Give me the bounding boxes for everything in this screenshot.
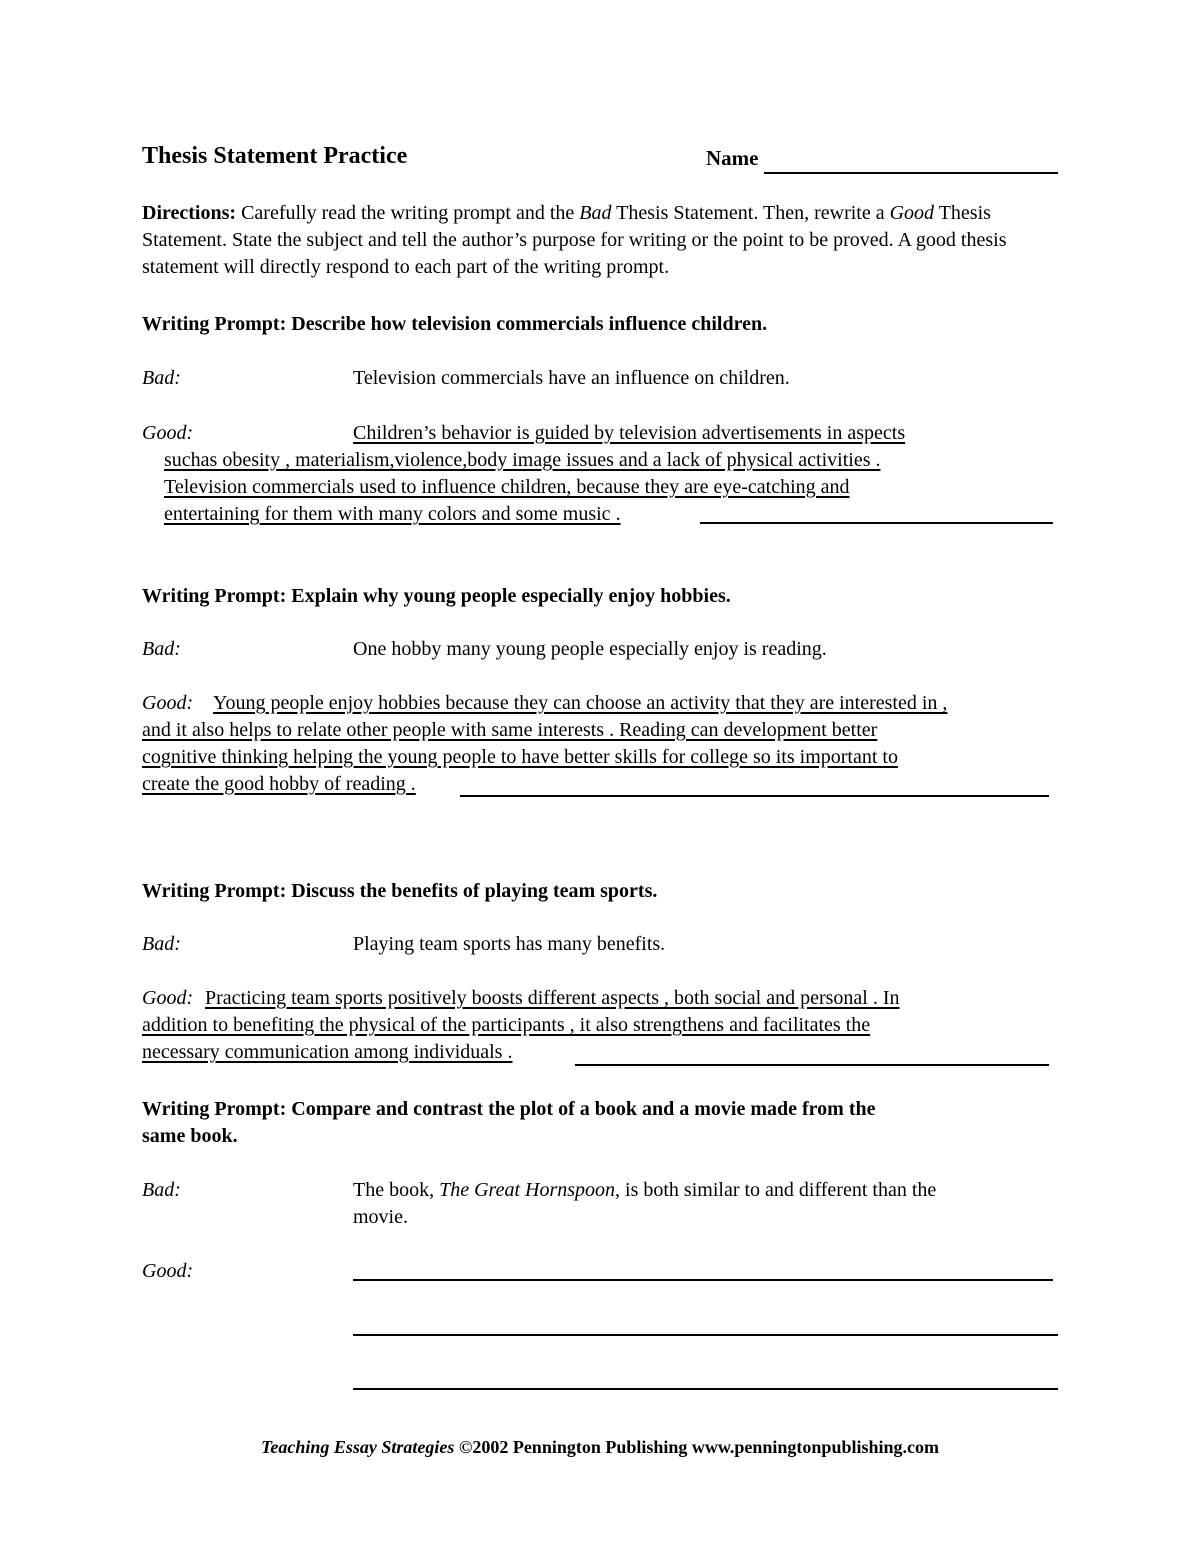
bad-label-1: Bad:: [142, 367, 181, 389]
good-answer-2-line-2: and it also helps to relate other people with same interests . Reading can development better: [142, 719, 878, 741]
name-label: Name: [706, 146, 759, 170]
name-field-line[interactable]: [764, 172, 1058, 174]
bad-label-3: Bad:: [142, 933, 181, 955]
answer-line-4b[interactable]: [353, 1334, 1058, 1336]
good-answer-1-line-2: suchas obesity , materialism,violence,body image issues and a lack of physical activities .: [164, 449, 881, 471]
bad-statement-4-part-3: movie.: [353, 1206, 408, 1228]
good-answer-1-line-4: entertaining for them with many colors and some music .: [164, 503, 621, 525]
good-label-2: Good:: [142, 692, 194, 714]
answer-line-1[interactable]: [700, 522, 1053, 524]
bad-label-2: Bad:: [142, 638, 181, 660]
prompt-4-line-2: same book.: [142, 1125, 238, 1147]
good-answer-3-line-2: addition to benefiting the physical of the participants , it also strengthens and facilitates the: [142, 1014, 871, 1036]
directions: [142, 200, 1062, 281]
directions-text-1: Carefully read the writing prompt and the: [241, 202, 575, 224]
footer-book-title: Teaching Essay Strategies: [261, 1437, 455, 1457]
answer-line-4a[interactable]: [353, 1279, 1053, 1281]
good-answer-1-line-1: Children’s behavior is guided by television advertisements in aspects: [353, 422, 906, 444]
directions-label: Directions:: [142, 202, 237, 224]
book-title: The Great Hornspoon: [439, 1179, 616, 1201]
prompt-3: Writing Prompt: Discuss the benefits of playing team sports.: [142, 880, 658, 902]
bad-statement-4: [353, 1179, 936, 1202]
footer-copyright: ©2002 Pennington Publishing www.penningtonpublishing.com: [458, 1437, 939, 1457]
bad-statement-4-part-1: The book,: [353, 1179, 435, 1201]
directions-text-3: Thesis Statement. State the subject and tell the author’s purpose for writing or the point to be proved. A good thesis statement will directly respond to each part of the writing prompt.: [142, 202, 1007, 278]
answer-line-2[interactable]: [460, 795, 1049, 797]
good-answer-2-line-1: Young people enjoy hobbies because they can choose an activity that they are interested in ,: [213, 692, 948, 714]
good-label-1: Good:: [142, 422, 194, 444]
good-label-3: Good:: [142, 987, 194, 1009]
answer-line-4c[interactable]: [353, 1388, 1058, 1390]
footer: [0, 1437, 1200, 1458]
bad-label-4: Bad:: [142, 1179, 181, 1201]
bad-statement-4-part-2: , is both similar to and different than the: [615, 1179, 937, 1201]
good-answer-3-line-1: Practicing team sports positively boosts different aspects , both social and personal . In: [205, 987, 900, 1009]
good-answer-1-line-3: Television commercials used to influence children, because they are eye-catching and: [164, 476, 850, 498]
bad-statement-2: One hobby many young people especially enjoy is reading.: [353, 638, 827, 660]
bad-statement-3: Playing team sports has many benefits.: [353, 933, 666, 955]
bad-statement-1: Television commercials have an influence on children.: [353, 367, 790, 389]
good-answer-2-line-4: create the good hobby of reading .: [142, 773, 416, 795]
page-title: Thesis Statement Practice: [142, 143, 408, 169]
good-answer-3-line-3: necessary communication among individuals .: [142, 1041, 513, 1063]
good-label-4: Good:: [142, 1260, 194, 1282]
directions-bad-word: Bad: [579, 202, 612, 224]
directions-text-2: Thesis Statement. Then, rewrite a: [616, 202, 885, 224]
prompt-1: Writing Prompt: Describe how television commercials influence children.: [142, 313, 768, 335]
prompt-2: Writing Prompt: Explain why young people especially enjoy hobbies.: [142, 585, 731, 607]
good-answer-2-line-3: cognitive thinking helping the young people to have better skills for college so its important to: [142, 746, 898, 768]
prompt-4-line-1: Writing Prompt: Compare and contrast the plot of a book and a movie made from the: [142, 1098, 876, 1120]
answer-line-3[interactable]: [575, 1064, 1049, 1066]
directions-good-word: Good: [889, 202, 935, 224]
